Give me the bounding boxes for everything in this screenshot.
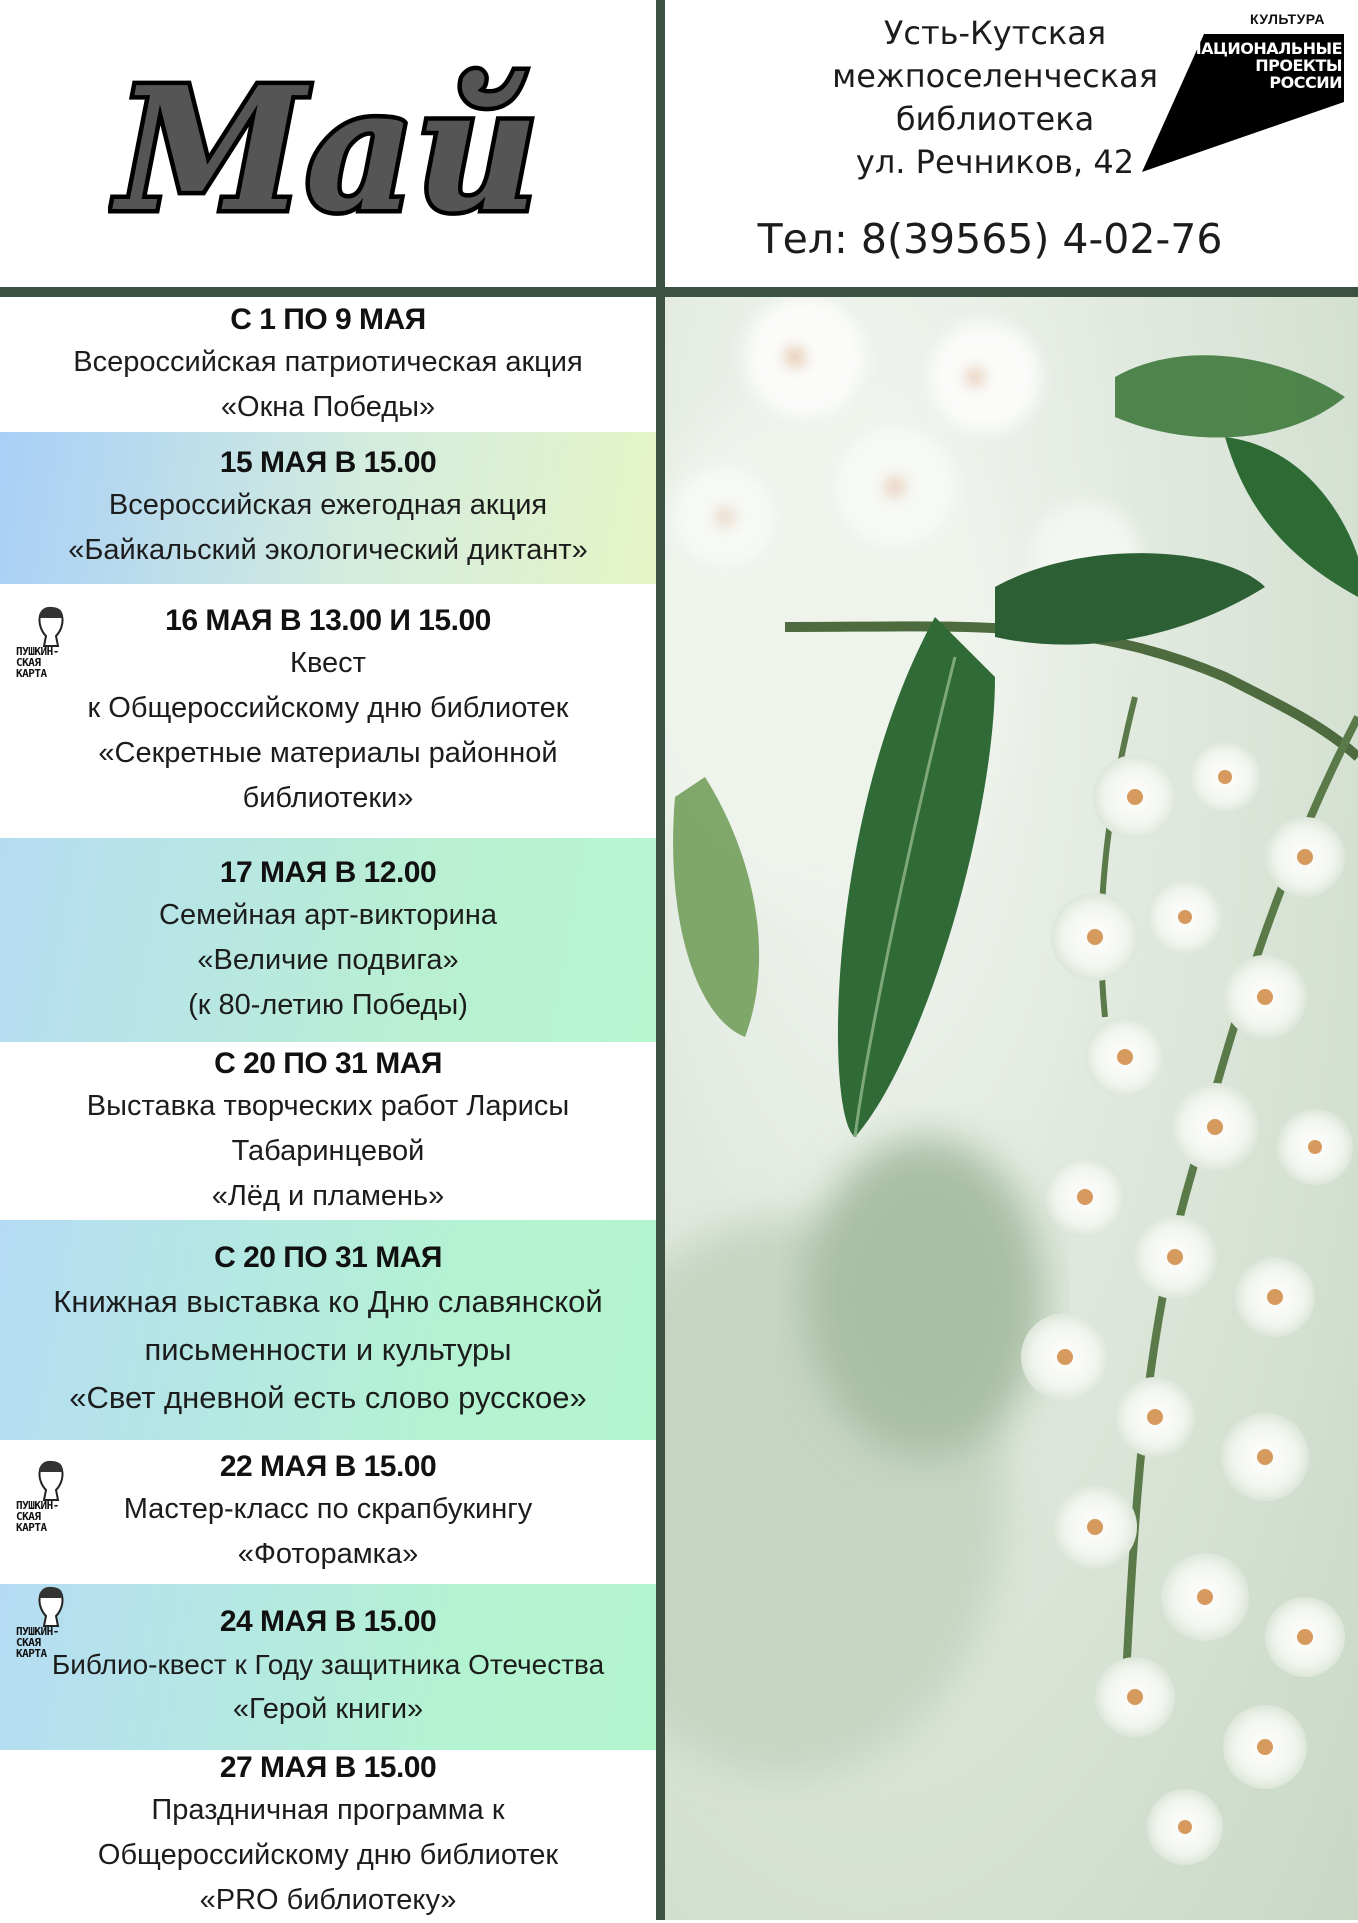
event-line: Общероссийскому дню библиотек bbox=[97, 1838, 559, 1871]
pushkin-portrait-icon bbox=[34, 1460, 68, 1504]
event-2 bbox=[0, 432, 656, 584]
pushkin-card-text: ПУШКИН- СКАЯ КАРТА bbox=[16, 1499, 59, 1534]
org-line-2: межпоселенческая bbox=[832, 57, 1158, 95]
event-7 bbox=[0, 1440, 656, 1584]
pushkin-portrait-icon bbox=[34, 606, 68, 650]
event-6 bbox=[0, 1220, 656, 1440]
blossom-illustration bbox=[665, 297, 1358, 1920]
event-date: 16 МАЯ В 13.00 И 15.00 bbox=[165, 604, 491, 637]
pushkin-card-text: ПУШКИН- СКАЯ КАРТА bbox=[16, 645, 59, 680]
event-line: «Окна Победы» bbox=[220, 390, 436, 423]
event-line: «Секретные материалы районной bbox=[98, 737, 558, 769]
event-line: Табаринцевой bbox=[231, 1134, 425, 1167]
national-projects-logo-text: НАЦИОНАЛЬНЫЕ ПРОЕКТЫ РОССИИ bbox=[1188, 39, 1342, 92]
event-line: «Лёд и пламень» bbox=[211, 1179, 445, 1212]
event-4 bbox=[0, 838, 656, 1042]
event-line: Семейная арт-викторина bbox=[159, 898, 497, 931]
event-date: 24 МАЯ В 15.00 bbox=[219, 1605, 437, 1638]
logo-culture-label: КУЛЬТУРА bbox=[1250, 11, 1326, 27]
event-line: библиотеки» bbox=[242, 782, 414, 814]
blossom-cluster bbox=[1021, 741, 1353, 1865]
pushkin-portrait-icon bbox=[34, 1586, 68, 1630]
event-5 bbox=[0, 1042, 656, 1220]
pushkin-card-badge bbox=[16, 1586, 88, 1660]
event-line: «Герой книги» bbox=[232, 1693, 424, 1725]
phone-number: Тел: 8(39565) 4-02-76 bbox=[757, 215, 1223, 263]
event-date: 22 МАЯ В 15.00 bbox=[219, 1450, 437, 1483]
event-line: к Общероссийскому дню библиотек bbox=[87, 692, 569, 724]
page-title-art bbox=[108, 24, 548, 264]
org-line-3: библиотека bbox=[895, 100, 1095, 138]
org-line-1: Усть-Кутская bbox=[883, 14, 1107, 52]
event-line: письменности и культуры bbox=[144, 1332, 512, 1367]
horizontal-divider bbox=[0, 287, 1358, 297]
event-date: 15 МАЯ В 15.00 bbox=[219, 446, 437, 479]
page-title bbox=[0, 0, 655, 287]
event-line: Всероссийская патриотическая акция bbox=[73, 345, 583, 378]
event-line: «PRO библиотеку» bbox=[199, 1883, 457, 1916]
event-date: 17 МАЯ В 12.00 bbox=[219, 855, 437, 889]
event-line: Мастер-класс по скрапбукингу bbox=[123, 1493, 533, 1525]
event-line: «Свет дневной есть слово русское» bbox=[69, 1380, 587, 1415]
event-1 bbox=[0, 297, 656, 432]
event-8 bbox=[0, 1584, 656, 1750]
event-line: Квест bbox=[290, 647, 366, 679]
pushkin-card-badge bbox=[16, 606, 88, 680]
event-date: С 20 ПО 31 МАЯ bbox=[214, 1046, 442, 1080]
event-line: Праздничная программа к bbox=[151, 1793, 505, 1826]
event-line: Всероссийская ежегодная акция bbox=[108, 489, 548, 521]
event-date: 27 МАЯ В 15.00 bbox=[219, 1750, 437, 1784]
cherry-blossom-photo bbox=[665, 297, 1358, 1920]
pushkin-card-badge bbox=[16, 1460, 88, 1534]
event-line: Библио-квест к Году защитника Отечества bbox=[51, 1649, 605, 1680]
pushkin-card-text: ПУШКИН- СКАЯ КАРТА bbox=[16, 1625, 59, 1660]
library-address bbox=[800, 12, 1190, 184]
event-9 bbox=[0, 1750, 656, 1920]
event-line: Выставка творческих работ Ларисы bbox=[86, 1089, 570, 1122]
event-line: «Величие подвига» bbox=[197, 943, 459, 976]
org-line-4: ул. Речников, 42 bbox=[855, 143, 1135, 181]
event-date: С 1 ПО 9 МАЯ bbox=[230, 302, 426, 336]
month-title-text: Май bbox=[116, 49, 539, 250]
event-date: С 20 ПО 31 МАЯ bbox=[214, 1241, 442, 1274]
event-line: Книжная выставка ко Дню славянской bbox=[53, 1284, 603, 1319]
event-line: (к 80-летию Победы) bbox=[188, 988, 468, 1021]
event-line: «Фоторамка» bbox=[237, 1538, 419, 1570]
event-3 bbox=[0, 584, 656, 838]
event-line: «Байкальский экологический диктант» bbox=[68, 534, 588, 566]
